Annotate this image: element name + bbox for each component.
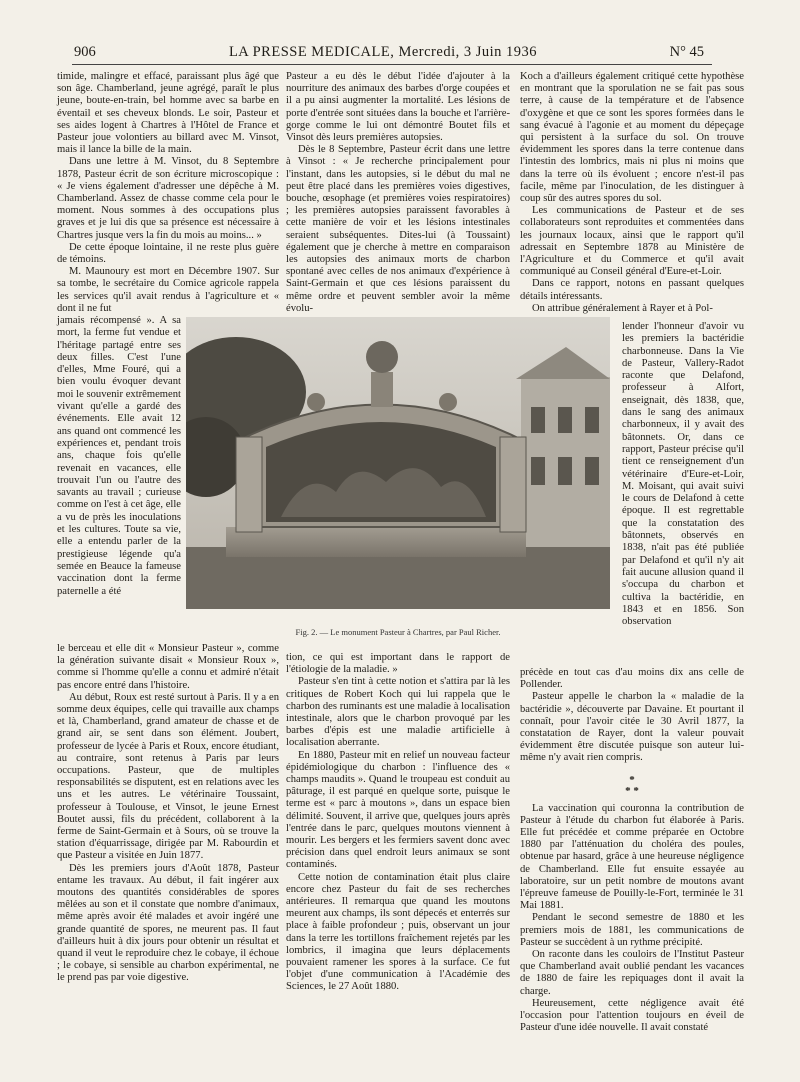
journal-title: LA PRESSE MEDICALE, Mercredi, 3 Juin 1936	[228, 44, 538, 60]
paragraph: On raconte dans les couloirs de l'Institut Pasteur que Chamberland avait oublié pendant les vacances de 1880 de faire les repiquages dont il avait la charge.	[520, 949, 744, 997]
paragraph: Koch a d'ailleurs également critiqué cette hypothèse en montrant que la sporulation ne se fait pas sous terre, à cause de la température et de l'absence d'oxygène et que ce sont les spores formées dans le sang évacué à l'agonie et au moment du dépeçage qui persistent à la surface du sol. On trouve évidemment les spores dans la terre contenue dans l'intestin des lombrics, mais ni plus ni moins que dans la terre où ils évoluent ; encore n'est-il pas facile, même par l'inoculation, de les distinguer à coup sûr des autres spores du sol.	[520, 71, 744, 205]
paragraph: timide, malingre et effacé, paraissant plus âgé que son âge. Chamberland, jeune agrégé, paraît le plus jeune, boute-en-train, bel homme avec sa barbe en éventail et ses cheveux blonds. Le soir, Pasteur et ses aides logent à Chartres à l'Hôtel de France et Pasteur joue volontiers au billard avec M. Vinsot, mais il lance la bille de la main.	[57, 71, 279, 156]
paragraph: De cette époque lointaine, il ne reste plus guère de témoins.	[57, 241, 279, 266]
paragraph: lender l'honneur d'avoir vu les premiers la bactéridie charbonneuse. Dans la Vie de Pasteur, Vallery-Radot raconte que Delafond, professeur à Alfort, enseignait, dès 1838, que, dans le sang des animaux charbonneux, il y avait des bâtonnets. Or, dans ce rapport, Pasteur précise qu'il tient ce renseignement d'un vétérinaire d'Eure-et-Loir, M. Moisant, qui avait suivi le cours de Delafond à cette époque. Il est regrettable que la constatation des bâtonnets, observés en 1838, n'ait pas été publiée par Delafond et qu'il n'y ait fait aucune allusion quand il s'occupa du charbon et cultiva la bactéridie, en 1843 et en 1856. Son observation	[622, 321, 744, 628]
paragraph: En 1880, Pasteur mit en relief un nouveau facteur épidémiologique du charbon : l'influence des « champs maudits ». Quand le troupeau est conduit au pâturage, il est parqué en quelque sorte, puisque le terme est « parc à moutons », dans un espace bien délimité. Souvent, il arrive que, quelques jours après l'entrée dans le parc, quelques moutons viennent à mourir. Les bergers et les fermiers savent donc avec précision dans quel endroit leurs animaux se sont contaminés.	[286, 749, 510, 871]
column-3	[520, 71, 744, 315]
column-1-bottom	[57, 643, 279, 985]
paragraph: M. Maunoury est mort en Décembre 1907. Sur sa tombe, le secrétaire du Comice agricole rappela les services qu'il avait rendus à l'agriculture et « dont il ne fut	[57, 266, 279, 314]
section-separator: * * *	[625, 773, 639, 797]
paragraph: Les communications de Pasteur et de ses collaborateurs sont reproduites et commentées dans les journaux locaux, ainsi que le rapport qu'il adressait en Septembre 1878 au Ministère de l'Agriculture et du Commerce et qu'il avait communiqué au Conseil général d'Eure-et-Loir.	[520, 205, 744, 278]
column-3-narrow	[622, 321, 744, 628]
paragraph: Cette notion de contamination était plus claire encore chez Pasteur du fait de ses recherches antérieures. Il remarqua que quand les moutons meurent aux champs, ils sont dépecés et enterrés sur place à faible profondeur ; puis, observant un jour dans la terre les tortillons fraîchement rejetés par les lombrics, il imagina que leurs déplacements pouvaient ramener les spores à la surface. Ce fut l'objet d'une communication à l'Académie des Sciences, le 27 Août 1880.	[286, 871, 510, 993]
paragraph: Dès le 8 Septembre, Pasteur écrit dans une lettre à Vinsot : « Je recherche principalement pour l'instant, dans les autopsies, si le début du mal ne peut être placé dans les premières voies digestives, bouche, œsophage (et premières voies respiratoires) ; les premières autopsies paraissent favorables à cette manière de voir et les lésions intestinales seraient subséquentes. Dites-lui (à Toussaint) également que je cherche à mettre en comparaison les autopsies des animaux morts de charbon spontané avec celles de nos animaux d'expérience à Saint-Germain et que ces lésions paraissent du même ordre et peuvent sembler avoir la même évolu-	[286, 144, 510, 314]
paragraph: Dans une lettre à M. Vinsot, du 8 Septembre 1878, Pasteur écrit de son écriture microscopique : « Je viens également d'adresser une dépêche à M. Chamberland. Assez de chasse comme cela pour le moment. Nous sommes à des occupations plus graves et je lui dis que sa présence est nécessaire à Chartres jusque vers la fin du mois au moins... »	[57, 156, 279, 241]
paragraph: Pasteur s'en tint à cette notion et s'attira par là les critiques de Robert Koch qui lui rappela que le charbon des ruminants est une maladie à localisation intestinale, alors que le charbon provoqué par les barbes d'épis est une maladie artificielle à localisation aberrante.	[286, 676, 510, 749]
page-number: 906	[74, 44, 96, 60]
paragraph: Pasteur a eu dès le début l'idée d'ajouter à la nourriture des animaux des barbes d'orge coupées et il a pu ainsi augmenter la mortalité. Les lésions de porte d'entrée sont situées dans la bouche et l'arrière-gorge comme le lui ont démontré Boutet fils et Vinsot dès leurs premières autopsies.	[286, 71, 510, 144]
column-2-bottom	[286, 652, 510, 994]
paragraph: précède en tout cas d'au moins dix ans celle de Pollender.	[520, 667, 744, 691]
monument-illustration	[186, 317, 610, 609]
figure-caption: Fig. 2. — Le monument Pasteur à Chartres, par Paul Richer.	[295, 627, 501, 637]
paragraph: La vaccination qui couronna la contribution de Pasteur à l'étude du charbon fut élaborée à Paris. Elle fut précédée et comme préparée en Octobre 1880 par l'atténuation du choléra des poules, obtenue par hasard, grâce à une heureuse négligence de Chamberland. Elle fut ensuite essayée au laboratoire, sur un petit nombre de moutons avant l'épreuve fameuse de Pouilly-le-Fort, terminée le 31 Mai 1881.	[520, 802, 744, 912]
issue-number: N° 45	[669, 44, 704, 60]
paragraph: jamais récompensé ». A sa mort, la ferme fut vendue et l'héritage partagé entre ses deux filles. C'est l'une d'elles, Mme Fouré, qui a bien voulu évoquer devant moi le souvenir extrêmement vivant qu'elle a gardé des événements. Elle avait 12 ans quand ont commencé les expériences et, pendant trois ans, chaque fois qu'elle revenait en vacances, elle trouvait l'un ou l'autre des savants au travail ; curieuse comme on l'est à cet âge, elle a vu de près les inoculations et les cultures. Toute sa vie, elle a entendu parler de la prestigieuse légende qu'a semée en Beauce la fameuse vaccination dont la ferme paternelle a été	[57, 315, 181, 597]
page-header	[58, 40, 708, 62]
column-2	[286, 71, 510, 315]
paragraph: Pasteur appelle le charbon la « maladie de la bactéridie », découverte par Davaine. Et pourtant il connaît, pour l'avoir citée le 30 Avril 1877, la constatation de Rayer, dont la valeur pouvait évidemment être discutée puisque son auteur lui-même n'y avait rien compris.	[520, 691, 744, 764]
header-rule	[72, 64, 712, 65]
column-1	[57, 71, 279, 315]
paragraph: On attribue généralement à Rayer et à Pol-	[532, 302, 713, 314]
column-1-narrow	[57, 315, 181, 598]
paragraph: Dans ce rapport, notons en passant quelques détails intéressants.	[520, 278, 744, 302]
monument-photograph	[186, 317, 610, 609]
paragraph: Au début, Roux est resté surtout à Paris. Il y a en somme deux équipes, celle qui travaille aux champs et là, Chamberland, grand amateur de chasse et de grand air, se sent dans son élément. Joubert, professeur de lycée à Paris et Roux, encore étudiant, au contraire, sont retenus à Paris par leurs occupations. Pasteur, que de multiples responsabilités se disputent, est en relations avec les uns et les autres. Le vétérinaire Toussaint, professeur à Toulouse, et Vinsot, le jeune Ernest Boutet aussi, fils du précédent, collaborent à la ferme de Saint-Germain et à Sours, où se trouve la station d'équarrissage, dirigée par M. Rabourdin et que Pasteur a visitée en Juin 1877.	[57, 691, 279, 862]
paragraph: Pendant le second semestre de 1880 et les premiers mois de 1881, les communications de Pasteur se succèdent à un rythme précipité.	[520, 912, 744, 948]
paragraph: Dès les premiers jours d'Août 1878, Pasteur entame les travaux. Au début, il fait ingérer aux moutons des quantités considérables de spores mêlées au son et il constate que nombre d'animaux, même après avoir été malades et avoir ingéré une grande quantité de spores, ne meurent pas. Il faut d'ailleurs huit à dix jours pour obtenir un résultat et quand il veut le reproduire chez le cobaye, il échoue ; le cobaye, si sensible au charbon expérimental, ne le prend pas par voie digestive.	[57, 862, 279, 984]
column-3-bottom	[520, 667, 744, 1034]
paragraph: tion, ce qui est important dans le rapport de l'étiologie de la maladie. »	[286, 652, 510, 676]
paragraph: le berceau et elle dit « Monsieur Pasteur », comme la génération suivante disait « Monsieur Roux », comme si l'homme qu'elle a connu et admiré n'était pas encore entré dans l'histoire.	[57, 643, 279, 691]
paragraph: Heureusement, cette négligence avait été l'occasion pour l'attention toujours en éveil de Pasteur d'une idée nouvelle. Il avait constaté	[520, 997, 744, 1034]
